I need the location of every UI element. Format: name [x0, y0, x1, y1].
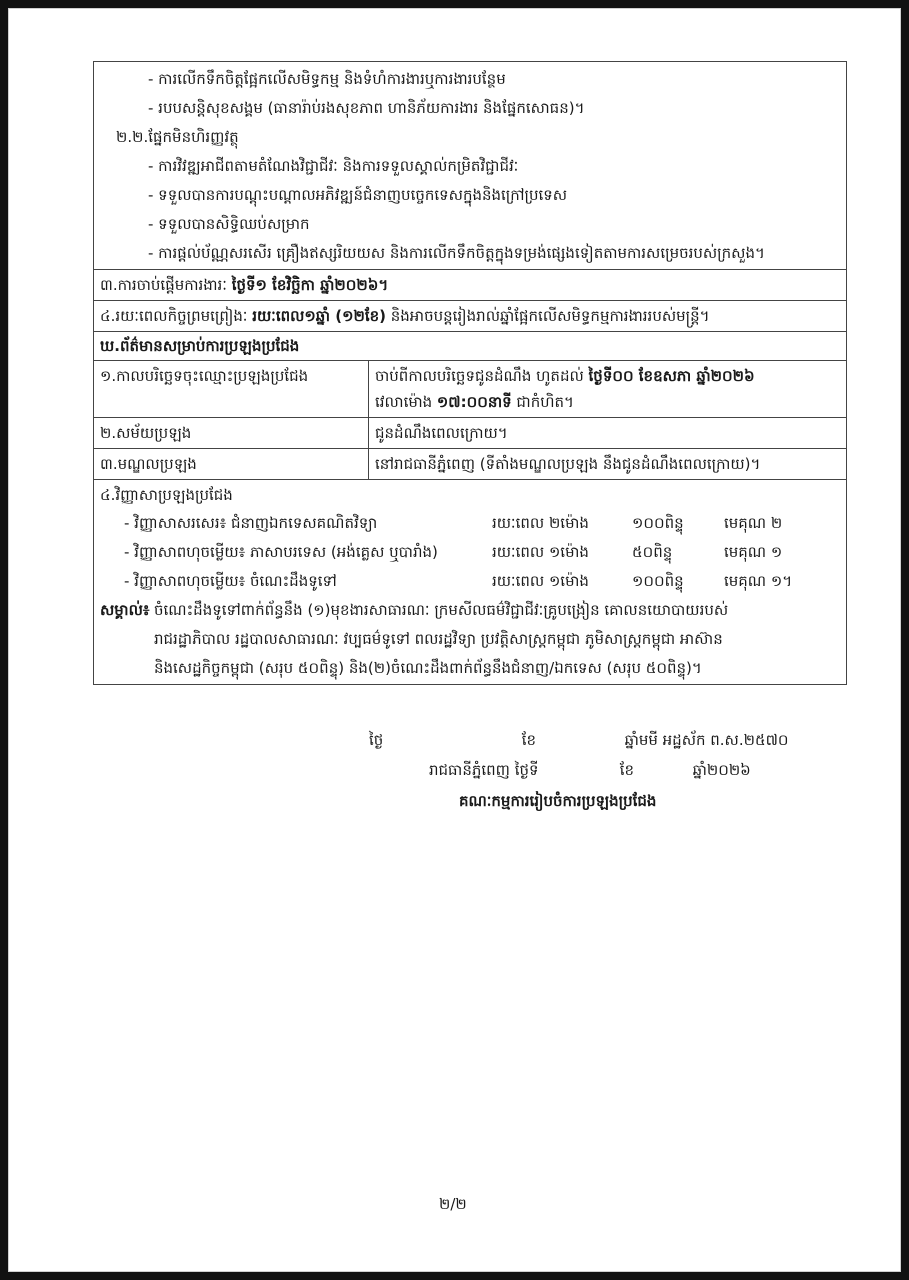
note-label: សម្គាល់៖: [100, 600, 150, 619]
exam-score: ១០០ពិន្ទុ: [632, 571, 684, 590]
non-financial-line: - ទទួលបានសិទ្ធិឈប់សម្រាក: [148, 214, 310, 233]
term-row: [94, 301, 847, 332]
exam-subject-row: [100, 537, 840, 566]
non-financial-line: - ការវិវឌ្ឍអាជីពតាមតំណែងវិជ្ជាជីវៈ និងការទទួលស្គាល់កម្រិតវិជ្ជាជីវៈ: [148, 156, 519, 175]
document-page: [8, 8, 901, 1272]
exam-duration: រយៈពេល ១ម៉ោង: [492, 571, 589, 590]
exam-coef: មេគុណ ១: [724, 542, 783, 561]
benefits-cell: [94, 62, 847, 270]
exam-duration: រយៈពេល ១ម៉ោង: [492, 542, 589, 561]
note-line: រាជរដ្ឋាភិបាល រដ្ឋបាលសាធារណៈ វប្បធម៌ទូទៅ ពលរដ្ឋវិទ្យា ប្រវត្តិសាស្ត្រកម្ពុជា ភូមិសាស្ត្រកម្ពុជា អាស៊ាន: [154, 629, 723, 648]
subjects-title: ៤.វិញ្ញាសាប្រឡងប្រជែង: [100, 486, 233, 504]
solar-month: ខែ: [619, 761, 635, 779]
registration-row: [94, 361, 847, 418]
term-label: ៤.រយៈពេលកិច្ចព្រមព្រៀងៈ: [100, 307, 248, 325]
session-value: ជូនដំណឹងពេលក្រោយ។: [375, 424, 508, 442]
exam-subject: - វិញ្ញាសាសរសេរ៖ ជំនាញឯកទេសគណិតវិទ្យា: [124, 513, 378, 532]
benefit-line: - របបសន្តិសុខសង្គម (ធានារ៉ាប់រងសុខភាព ហានិភ័យការងារ និងផ្នែកសោធន)។: [148, 98, 585, 117]
center-value: នៅរាជធានីភ្នំពេញ (ទីតាំងមណ្ឌលប្រឡង នឹងជូនដំណឹងពេលក្រោយ)។: [375, 455, 761, 473]
exam-info-title-row: [94, 332, 847, 361]
lunar-month: ខែ: [521, 731, 537, 749]
start-row: [94, 270, 847, 301]
subjects-row: [94, 480, 847, 685]
recruitment-table: [93, 61, 847, 685]
benefits-row: [94, 62, 847, 270]
registration-time-prefix: វេលាម៉ោង: [375, 393, 433, 411]
term-value: រយៈពេល១ឆ្នាំ (១២ខែ): [252, 307, 386, 325]
exam-score: ១០០ពិន្ទុ: [632, 513, 684, 532]
center-row: [94, 449, 847, 480]
exam-info-title: ឃ.ព័ត៌មានសម្រាប់ការប្រឡងប្រជែង: [100, 337, 300, 355]
lunar-date-line: [369, 731, 829, 753]
registration-time: ១៧:០០នាទី: [436, 393, 512, 411]
non-financial-title: ២.២.ផ្នែកមិនហិរញ្ញវត្ថុ: [116, 127, 239, 146]
non-financial-line: - ការផ្តល់ប័ណ្ណសរសើរ គ្រឿងឥស្សរិយយស និងការលើកទឹកចិត្តក្នុងទម្រង់ផ្សេងទៀតតាមការសម្រេចរបស់ក្រសួង។: [148, 243, 765, 262]
lunar-day: ថ្ងៃ: [369, 731, 384, 749]
note-line: ចំណេះដឹងទូទៅពាក់ព័ន្ធនឹង (១)មុខងារសាធារណៈ ក្រមសីលធម៌វិជ្ជាជីវៈគ្រូបង្រៀន គោលនយោបាយរបស់: [154, 600, 729, 619]
exam-duration: រយៈពេល ២ម៉ោង: [492, 513, 589, 532]
note-line: និងសេដ្ឋកិច្ចកម្ពុជា (សរុប ៥០ពិន្ទុ) និង(២)ចំណេះដឹងពាក់ព័ន្ធនឹងជំនាញ/ឯកទេស (សរុប ៥០ពិន្ទុ)។: [154, 658, 702, 677]
term-rest: និងអាចបន្តរៀងរាល់ឆ្នាំផ្អែកលើសមិទ្ធកម្មការងាររបស់មន្ត្រី។: [390, 307, 710, 325]
center-label: ៣.មណ្ឌលប្រឡង: [100, 455, 197, 473]
session-label: ២.សម័យប្រឡង: [100, 424, 192, 442]
exam-subject-row: [100, 508, 840, 537]
exam-score: ៥០ពិន្ទុ: [632, 542, 673, 561]
page-number: ២/២: [439, 1195, 467, 1213]
exam-coef: មេគុណ ២: [724, 513, 783, 532]
start-label: ៣.ការចាប់ផ្តើមការងារៈ: [100, 276, 227, 294]
exam-subject: - វិញ្ញាសាពហុចម្លើយ៖ ចំណេះដឹងទូទៅ: [124, 571, 337, 590]
non-financial-line: - ទទួលបានការបណ្តុះបណ្តាលអភិវឌ្ឍន៍ជំនាញបច្ចេកទេសក្នុងនិងក្រៅប្រទេស: [148, 185, 568, 204]
registration-label: ១.កាលបរិច្ឆេទចុះឈ្មោះប្រឡងប្រជែង: [100, 367, 309, 385]
exam-subject-row: [100, 566, 840, 595]
registration-date: ថ្ងៃទី០០ ខែឧសភា ឆ្នាំ២០២៦: [588, 367, 755, 385]
place-date: រាជធានីភ្នំពេញ ថ្ងៃទី: [429, 761, 539, 779]
solar-date-line: [429, 761, 829, 783]
registration-prefix: ចាប់ពីកាលបរិច្ឆេទជូនដំណឹង ហូតដល់: [375, 367, 584, 385]
lunar-year: ឆ្នាំមមី អដ្ឋស័ក ព.ស.២៥៧០: [624, 731, 789, 749]
exam-coef: មេគុណ ១។: [724, 571, 793, 590]
committee-name: គណៈកម្មការរៀបចំការប្រឡងប្រជែង: [459, 792, 657, 810]
start-value: ថ្ងៃទី១ ខែវិច្ឆិកា ឆ្នាំ២០២៦។: [231, 276, 389, 294]
session-row: [94, 418, 847, 449]
solar-year: ឆ្នាំ២០២៦: [692, 761, 751, 779]
note-block: [100, 595, 840, 682]
exam-subject: - វិញ្ញាសាពហុចម្លើយ៖ ភាសាបរទេស (អង់គ្លេស ឬបារាំង): [124, 542, 438, 561]
benefit-line: - ការលើកទឹកចិត្តផ្អែកលើសមិទ្ធកម្ម និងទំហំការងារឬការងារបន្ថែម: [148, 69, 506, 88]
registration-time-suffix: ជាកំហិត។: [516, 393, 574, 411]
